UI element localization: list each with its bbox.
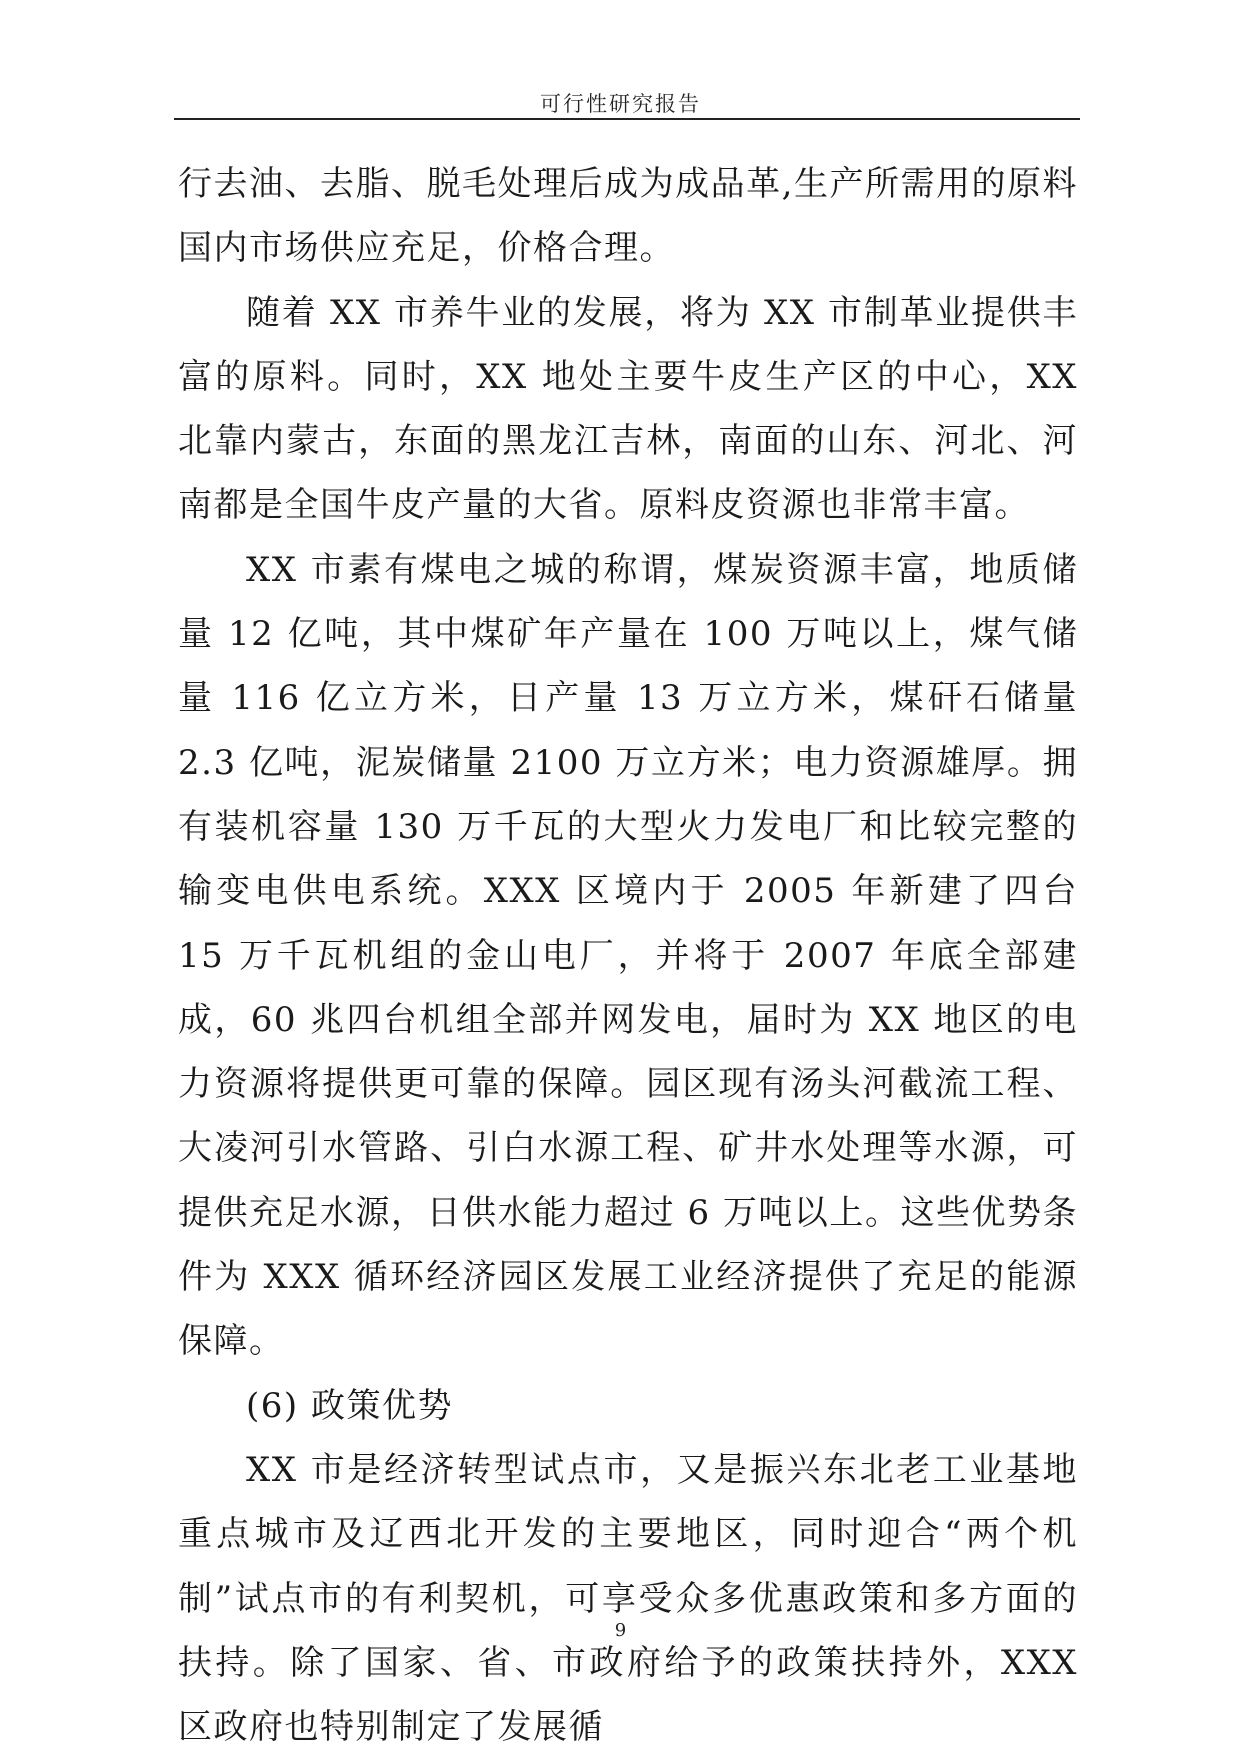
paragraph-cattle-industry: 随着 XX 市养牛业的发展，将为 XX 市制革业提供丰富的原料。同时，XX 地处主要牛皮生产区的中心，XX 北靠内蒙古，东面的黑龙江吉林，南面的山东、河北、河南都是全国牛皮产量的大省。原料皮资源也非常丰富。 xyxy=(178,292,1078,526)
paragraph-energy-resources: XX 市素有煤电之城的称谓，煤炭资源丰富，地质储量 12 亿吨，其中煤矿年产量在 100 万吨以上，煤气储量 116 亿立方米，日产量 13 万立方米，煤矸石储量 2.3 亿吨，泥炭储量 2100 万立方米；电力资源雄厚。拥有装机容量 130 万千瓦的大型火力发电厂和比较完整的输变电供电系统。XXX 区境内于 2005 年新建了四台 15 万千瓦机组的金山电厂，并将于 2007 年底全部建成，60 兆四台机组全部并网发电，届时为 XX 地区的电力资源将提供更可靠的保障。园区现有汤头河截流工程、大凌河引水管路、引白水源工程、矿井水处理等水源，可提供充足水源，日供水能力超过 6 万吨以上。这些优势条件为 XXX 循环经济园区发展工业经济提供了充足的能源保障。 xyxy=(178,549,1078,1362)
section-heading-policy: (6) 政策优势 xyxy=(246,1385,453,1426)
running-header: 可行性研究报告 xyxy=(540,92,701,116)
document-body xyxy=(178,152,1078,1759)
page-number: 9 xyxy=(614,1620,627,1641)
paragraph-raw-materials-cont: 行去油、去脂、脱毛处理后成为成品革,生产所需用的原料国内市场供应充足，价格合理。 xyxy=(178,164,1078,269)
header-divider xyxy=(174,118,1080,120)
paragraph-policy-advantage: XX 市是经济转型试点市，又是振兴东北老工业基地重点城市及辽西北开发的主要地区，同时迎合“两个机制”试点市的有利契机，可享受众多优惠政策和多方面的扶持。除了国家、省、市政府给予的政策扶持外，XXX 区政府也特别制定了发展循 xyxy=(178,1449,1078,1748)
